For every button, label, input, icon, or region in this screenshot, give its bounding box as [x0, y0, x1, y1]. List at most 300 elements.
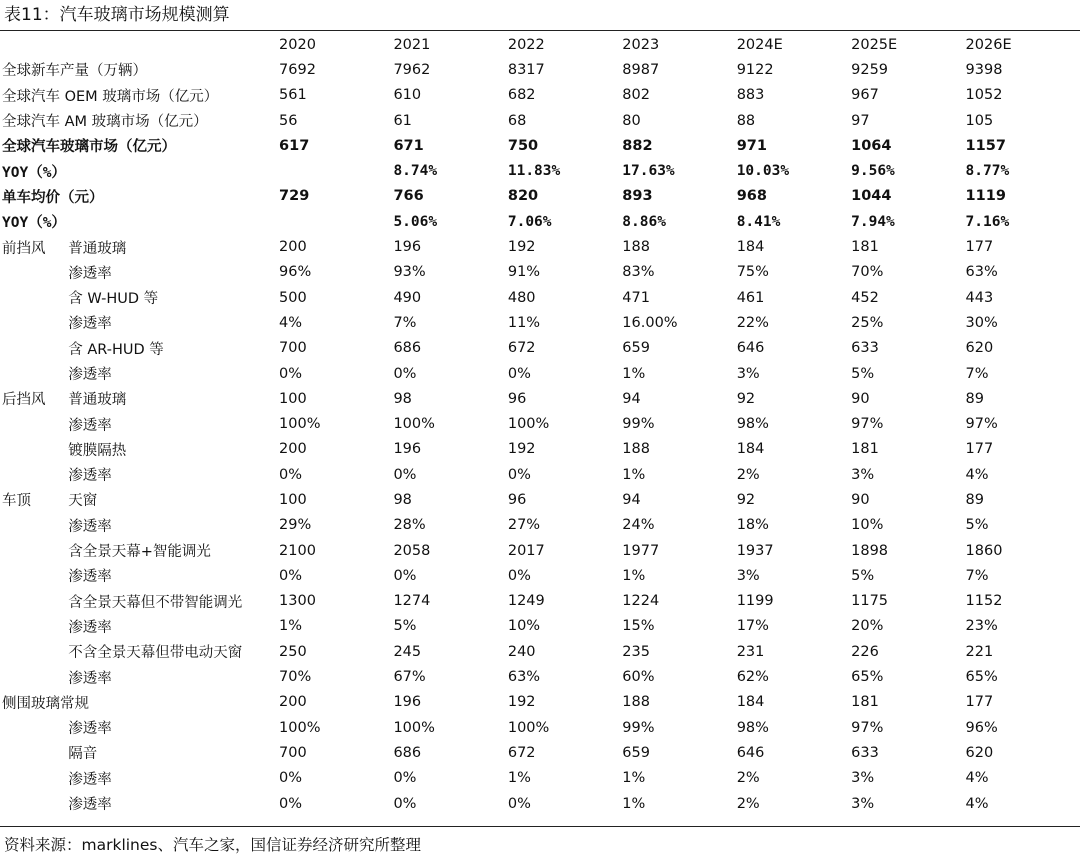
table-cell: 231 [736, 643, 765, 660]
table-cell: 98% [736, 719, 769, 736]
table-cell: 70% [851, 264, 884, 281]
row-label: 渗透率 [68, 721, 112, 738]
table-cell: 3% [851, 795, 875, 812]
table-cell: 766 [393, 188, 424, 205]
table-cell: 1044 [851, 188, 892, 205]
table-cell: 196 [393, 239, 422, 256]
table-cell: 1% [622, 795, 646, 812]
table-cell: 561 [279, 87, 307, 104]
table-cell: 5% [393, 618, 417, 635]
column-header: 2023 [622, 36, 660, 53]
table-cell: 1052 [965, 87, 1003, 104]
table-cell: 8.77% [965, 163, 1010, 180]
table-cell: 7% [965, 567, 989, 584]
table-cell: 8.86% [622, 213, 666, 230]
table-row [0, 310, 1080, 335]
row-category [0, 791, 68, 816]
column-header: 2021 [393, 36, 431, 53]
table-cell: 100% [507, 416, 550, 433]
table-cell: 633 [851, 744, 879, 761]
source-note: 资料来源：marklines、汽车之家，国信证券经济研究所整理 [4, 836, 421, 854]
table-cell: 90 [851, 390, 870, 407]
table-row [0, 715, 1080, 740]
table-cell: 89 [965, 390, 984, 407]
table-cell: 893 [622, 188, 653, 205]
row-category [0, 766, 68, 791]
table-row [0, 386, 1080, 411]
bottom-rule [0, 826, 1080, 827]
table-cell: 1064 [851, 137, 892, 154]
table-cell: 7.06% [507, 213, 552, 230]
table-cell: 1% [507, 770, 531, 787]
table-cell: 968 [736, 188, 767, 205]
table-cell: 500 [279, 289, 307, 306]
table-cell: 1860 [965, 542, 1003, 559]
table-cell: 245 [393, 643, 422, 660]
table-row [0, 158, 1080, 183]
table-cell: 1300 [279, 593, 316, 610]
table-cell: 181 [851, 239, 879, 256]
table-cell: 18% [736, 517, 769, 534]
table-row [0, 260, 1080, 285]
table-cell: 30% [965, 314, 998, 331]
table-header-row [0, 32, 1080, 57]
table-cell: 17.63% [622, 163, 675, 180]
table-cell: 443 [965, 289, 994, 306]
table-cell: 177 [965, 441, 994, 458]
row-label: 渗透率 [68, 797, 112, 814]
row-category: 全球汽车 OEM 玻璃市场（亿元） [2, 88, 219, 105]
table-cell: 100% [393, 719, 435, 736]
table-cell: 62% [736, 669, 769, 686]
table-cell: 2% [736, 795, 760, 812]
table-row [0, 791, 1080, 816]
row-category [0, 715, 68, 740]
table-cell: 1% [622, 770, 646, 787]
table-cell: 1% [622, 466, 646, 483]
table-row [0, 563, 1080, 588]
table-cell: 452 [851, 289, 879, 306]
table-cell: 0% [393, 466, 417, 483]
row-label: 渗透率 [68, 771, 112, 788]
table-cell: 92 [736, 491, 756, 508]
column-header: 2020 [279, 36, 316, 53]
table-cell: 3% [851, 466, 875, 483]
table-cell: 200 [279, 441, 307, 458]
table-cell: 0% [507, 466, 531, 483]
table-cell: 971 [736, 137, 767, 154]
column-header: 2025E [851, 36, 898, 53]
table-cell: 27% [507, 517, 541, 534]
table-cell: 820 [507, 188, 539, 205]
table-row [0, 83, 1080, 108]
table-cell: 2100 [279, 542, 316, 559]
table-cell: 96 [507, 491, 527, 508]
column-header: 2026E [965, 36, 1012, 53]
table-cell: 5.06% [393, 213, 438, 230]
table-row [0, 57, 1080, 82]
table-cell: 672 [507, 744, 536, 761]
table-cell: 1175 [851, 593, 889, 610]
table-cell: 682 [507, 87, 536, 104]
table-cell: 70% [279, 669, 312, 686]
table-row [0, 234, 1080, 259]
table-cell: 461 [736, 289, 765, 306]
table-cell: 24% [622, 517, 655, 534]
table-cell: 100% [279, 416, 321, 433]
table-cell: 8317 [507, 61, 545, 78]
table-cell: 94 [622, 390, 641, 407]
table-cell: 8.41% [736, 213, 781, 230]
row-label: 渗透率 [68, 316, 112, 333]
table-cell: 1119 [965, 188, 1006, 205]
table-cell: 67% [393, 669, 426, 686]
table-cell: 98 [393, 390, 412, 407]
table-cell: 56 [279, 112, 298, 129]
row-label: 镀膜隔热 [68, 442, 127, 459]
table-cell: 0% [393, 365, 417, 382]
table-row [0, 361, 1080, 386]
table-cell: 0% [393, 770, 417, 787]
row-label: 渗透率 [68, 468, 112, 485]
table-cell: 3% [851, 770, 875, 787]
table-cell: 646 [736, 340, 765, 357]
table-cell: 1152 [965, 593, 1003, 610]
table-cell: 10.03% [736, 163, 790, 180]
row-label: 不含全景天幕但带电动天窗 [68, 645, 243, 662]
table-cell: 65% [965, 669, 998, 686]
row-category [0, 563, 68, 588]
table-cell: 16.00% [622, 314, 678, 331]
row-category [0, 614, 68, 639]
table-cell: 1274 [393, 593, 431, 610]
row-label: 渗透率 [68, 367, 112, 383]
table-cell: 100 [279, 491, 307, 508]
row-label: 普通玻璃 [68, 392, 127, 409]
table-cell: 196 [393, 694, 422, 711]
table-row [0, 740, 1080, 765]
row-label: 含 AR-HUD 等 [68, 341, 164, 358]
table-cell: 8987 [622, 61, 660, 78]
table-cell: 177 [965, 694, 994, 711]
table-cell: 4% [965, 770, 989, 787]
table-cell: 2% [736, 466, 760, 483]
table-cell: 3% [736, 567, 760, 584]
row-category: 全球汽车玻璃市场（亿元） [2, 139, 176, 156]
table-cell: 192 [507, 239, 536, 256]
table-cell: 100% [507, 719, 550, 736]
table-cell: 226 [851, 643, 879, 660]
table-cell: 100% [279, 719, 321, 736]
row-label: 含全景天幕但不带智能调光 [68, 594, 243, 611]
row-category [0, 310, 68, 335]
table-cell: 4% [965, 466, 989, 483]
row-category [0, 513, 68, 538]
table-title: 表11：汽车玻璃市场规模测算 [4, 5, 230, 25]
table-cell: 97% [965, 416, 998, 433]
table-cell: 93% [393, 264, 426, 281]
table-cell: 192 [507, 441, 536, 458]
row-label: 渗透率 [68, 670, 112, 687]
table-cell: 1157 [965, 137, 1006, 154]
table-cell: 65% [851, 669, 884, 686]
table-cell: 10% [507, 618, 541, 635]
row-label: 渗透率 [68, 265, 112, 282]
table-row [0, 513, 1080, 538]
table-cell: 1224 [622, 593, 660, 610]
table-cell: 98 [393, 491, 412, 508]
table-row [0, 285, 1080, 310]
table-cell: 9.56% [851, 163, 895, 180]
table-cell: 184 [736, 441, 765, 458]
row-label: 渗透率 [68, 569, 112, 586]
table-cell: 96 [507, 390, 527, 407]
row-category [0, 664, 68, 689]
row-category: 车顶 [2, 493, 31, 510]
table-row [0, 766, 1080, 791]
table-cell: 967 [851, 87, 879, 104]
table-cell: 1% [622, 567, 646, 584]
table-cell: 9122 [736, 61, 774, 78]
table-cell: 672 [507, 340, 536, 357]
table-cell: 480 [507, 289, 536, 306]
row-category: YOY（%） [2, 164, 66, 181]
row-category [0, 589, 68, 614]
table-cell: 105 [965, 112, 994, 129]
table-cell: 1937 [736, 542, 774, 559]
table-cell: 0% [279, 567, 303, 584]
table-cell: 882 [622, 137, 653, 154]
table-row [0, 209, 1080, 234]
table-cell: 235 [622, 643, 650, 660]
header-blank [68, 32, 279, 57]
table-cell: 1898 [851, 542, 889, 559]
row-category [0, 361, 68, 386]
table-cell: 620 [965, 744, 994, 761]
table-cell: 4% [279, 314, 303, 331]
table-cell: 617 [279, 137, 310, 154]
table-cell: 7% [393, 314, 417, 331]
table-cell: 61 [393, 112, 412, 129]
table-cell: 686 [393, 340, 422, 357]
table-cell: 11.83% [507, 163, 561, 180]
table-cell: 192 [507, 694, 536, 711]
table-cell: 89 [965, 491, 984, 508]
table-cell: 0% [507, 795, 531, 812]
row-category [0, 260, 68, 285]
table-row [0, 589, 1080, 614]
table-cell: 5% [851, 567, 875, 584]
row-label: 普通玻璃 [68, 240, 127, 257]
table-cell: 1977 [622, 542, 660, 559]
table-cell: 100 [279, 390, 307, 407]
table-cell: 196 [393, 441, 422, 458]
table-cell: 620 [965, 340, 994, 357]
table-cell: 646 [736, 744, 765, 761]
table-cell: 9398 [965, 61, 1003, 78]
row-category: YOY（%） [2, 215, 66, 232]
table-cell: 221 [965, 643, 994, 660]
table-cell: 700 [279, 340, 307, 357]
table-cell: 659 [622, 744, 650, 761]
table-cell: 15% [622, 618, 655, 635]
table-row [0, 690, 1080, 715]
row-category [0, 336, 68, 361]
table-cell: 63% [507, 669, 541, 686]
table-cell: 29% [279, 517, 312, 534]
table-cell: 91% [507, 264, 541, 281]
table-cell: 0% [507, 567, 531, 584]
row-category: 全球新车产量（万辆） [2, 63, 147, 80]
table-cell: 2% [736, 770, 760, 787]
table-cell: 4% [965, 795, 989, 812]
table-cell: 0% [279, 795, 303, 812]
table-cell: 883 [736, 87, 765, 104]
row-label: 隔音 [68, 746, 98, 763]
table-cell: 0% [279, 770, 303, 787]
table-cell: 1% [279, 618, 303, 635]
table-cell: 96% [279, 264, 312, 281]
table-row [0, 108, 1080, 133]
table-cell: 7.94% [851, 213, 895, 230]
table-cell: 9259 [851, 61, 889, 78]
table-cell: 5% [965, 517, 989, 534]
table-cell: 0% [279, 466, 303, 483]
table-cell: 97% [851, 416, 884, 433]
table-cell [279, 209, 393, 234]
table-cell: 2017 [507, 542, 545, 559]
row-label: 渗透率 [68, 518, 112, 535]
table-cell: 96% [965, 719, 998, 736]
table-cell: 10% [851, 517, 884, 534]
table-cell: 671 [393, 137, 424, 154]
table-cell: 88 [736, 112, 756, 129]
table-cell: 1% [622, 365, 646, 382]
table-row [0, 437, 1080, 462]
table-cell: 471 [622, 289, 650, 306]
table-row [0, 133, 1080, 158]
table-cell: 17% [736, 618, 769, 635]
table-cell: 92 [736, 390, 756, 407]
table-cell: 184 [736, 239, 765, 256]
row-category: 单车均价（元） [2, 189, 104, 206]
table-cell: 490 [393, 289, 422, 306]
table-cell: 8.74% [393, 163, 438, 180]
table-cell: 80 [622, 112, 641, 129]
row-category [0, 538, 68, 563]
table-cell: 0% [507, 365, 531, 382]
table-row [0, 336, 1080, 361]
table-row [0, 462, 1080, 487]
row-category: 侧围玻璃常规 [2, 695, 89, 712]
table-cell: 686 [393, 744, 422, 761]
row-category [0, 639, 68, 664]
table-cell: 181 [851, 441, 879, 458]
table-cell: 184 [736, 694, 765, 711]
table-cell: 240 [507, 643, 536, 660]
table-cell: 20% [851, 618, 884, 635]
table-cell: 99% [622, 416, 655, 433]
table-cell: 659 [622, 340, 650, 357]
table-row [0, 664, 1080, 689]
table-cell: 22% [736, 314, 769, 331]
table-cell: 188 [622, 694, 650, 711]
row-category [0, 411, 68, 436]
table-row [0, 411, 1080, 436]
table-cell: 97% [851, 719, 884, 736]
table-cell: 729 [279, 188, 310, 205]
table-cell: 200 [279, 239, 307, 256]
table-cell: 1249 [507, 593, 545, 610]
column-header: 2024E [736, 36, 783, 53]
table-cell: 3% [736, 365, 760, 382]
table-cell: 60% [622, 669, 655, 686]
row-label: 含全景天幕+智能调光 [68, 544, 211, 561]
table-row [0, 639, 1080, 664]
table-cell: 0% [393, 567, 417, 584]
table-cell: 94 [622, 491, 641, 508]
table-cell: 75% [736, 264, 769, 281]
table-cell: 802 [622, 87, 650, 104]
row-category: 前挡风 [2, 240, 46, 257]
table-cell: 5% [851, 365, 875, 382]
table-cell: 100% [393, 416, 435, 433]
table-cell: 11% [507, 314, 541, 331]
table-cell: 610 [393, 87, 422, 104]
table-cell: 700 [279, 744, 307, 761]
row-category: 后挡风 [2, 392, 46, 409]
table-cell: 181 [851, 694, 879, 711]
row-label: 渗透率 [68, 619, 112, 636]
table-cell: 0% [279, 365, 303, 382]
table-cell: 188 [622, 239, 650, 256]
table-cell [279, 158, 393, 183]
column-header: 2022 [507, 36, 545, 53]
table-row [0, 184, 1080, 209]
market-size-table [0, 32, 1080, 816]
table-cell: 2058 [393, 542, 431, 559]
table-cell: 200 [279, 694, 307, 711]
table-cell: 68 [507, 112, 527, 129]
table-cell: 97 [851, 112, 870, 129]
row-category [0, 462, 68, 487]
table-cell: 98% [736, 416, 769, 433]
table-cell: 28% [393, 517, 426, 534]
table-row [0, 538, 1080, 563]
table-cell: 250 [279, 643, 307, 660]
header-blank [0, 32, 68, 57]
row-category: 全球汽车 AM 玻璃市场（亿元） [2, 114, 208, 131]
table-cell: 177 [965, 239, 994, 256]
table-cell: 23% [965, 618, 998, 635]
table-cell: 0% [393, 795, 417, 812]
table-cell: 90 [851, 491, 870, 508]
table-cell: 7962 [393, 61, 431, 78]
table-cell: 633 [851, 340, 879, 357]
table-cell: 7692 [279, 61, 316, 78]
row-category [0, 740, 68, 765]
row-category [0, 285, 68, 310]
table-cell: 750 [507, 137, 539, 154]
row-label: 渗透率 [68, 417, 112, 434]
table-cell: 63% [965, 264, 998, 281]
table-cell: 7.16% [965, 213, 1010, 230]
table-row [0, 614, 1080, 639]
table-cell: 25% [851, 314, 884, 331]
row-category [0, 437, 68, 462]
table-cell: 1199 [736, 593, 774, 610]
row-label: 含 W-HUD 等 [68, 291, 159, 308]
